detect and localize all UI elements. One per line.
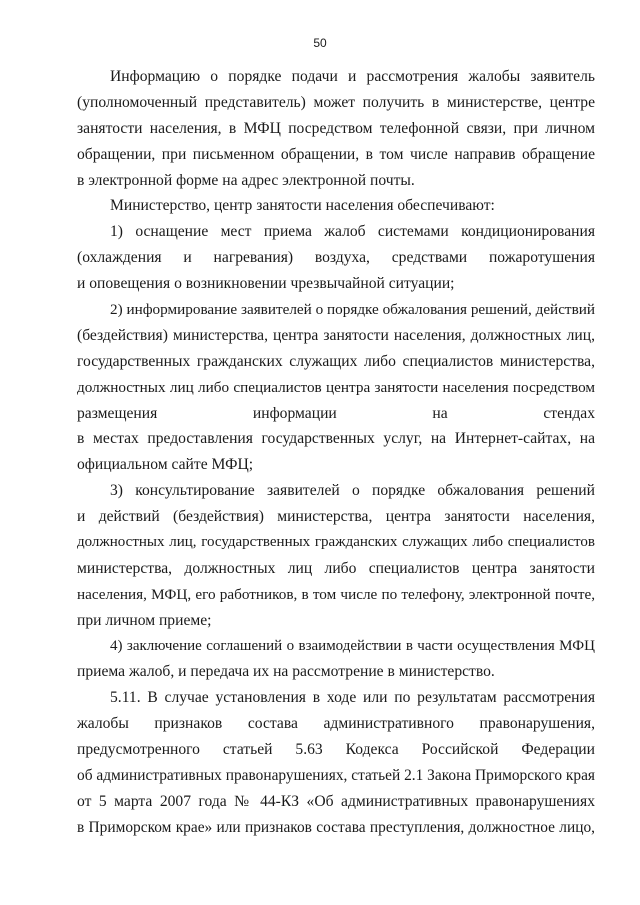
text-line: жалобы признаков состава административного правонарушения,: [77, 715, 595, 733]
text-line: 5.11. В случае установления в ходе или по результатам рассмотрения: [110, 689, 595, 707]
text-line: (бездействия) министерства, центра занятости населения, должностных лиц,: [77, 326, 595, 344]
text-line: 4) заключение соглашений о взаимодействии в части осуществления МФЦ: [110, 637, 595, 654]
page-number: 50: [313, 36, 327, 50]
text-line: размещения информации на стендах: [77, 404, 595, 422]
text-line: 1) оснащение мест приема жалоб системами кондиционирования: [110, 223, 595, 241]
text-line: Министерство, центр занятости населения обеспечивают:: [110, 197, 495, 215]
text-line: и оповещения о возникновении чрезвычайной ситуации;: [77, 275, 455, 293]
text-line: официальном сайте МФЦ;: [77, 456, 254, 474]
text-line: занятости населения, в МФЦ посредством телефонной связи, при личном: [77, 119, 595, 137]
text-line: (охлаждения и нагревания) воздуха, средствами пожаротушения: [77, 249, 595, 267]
text-line: должностных лиц, государственных гражданских служащих либо специалистов: [77, 534, 595, 551]
text-line: 2) информирование заявителей о порядке обжалования решений, действий: [110, 301, 595, 319]
text-line: (уполномоченный представитель) может получить в министерстве, центре: [77, 93, 595, 111]
text-line: от 5 марта 2007 года № 44-КЗ «Об административных правонарушениях: [77, 792, 595, 810]
text-line: при личном приеме;: [77, 611, 212, 629]
text-line: в местах предоставления государственных услуг, на Интернет-сайтах, на: [77, 430, 595, 448]
text-line: и действий (бездействия) министерства, центра занятости населения,: [77, 508, 595, 526]
text-line: 3) консультирование заявителей о порядке обжалования решений: [110, 482, 595, 500]
text-line: обращении, при письменном обращении, в том числе направив обращение: [77, 145, 595, 163]
text-line: населения, МФЦ, его работников, в том числе по телефону, электронной почте,: [77, 585, 595, 603]
text-line: министерства, должностных лиц либо специалистов центра занятости: [77, 559, 595, 577]
text-line: Информацию о порядке подачи и рассмотрения жалобы заявитель: [110, 68, 595, 85]
text-line: приема жалоб, и передача их на рассмотрение в министерство.: [77, 663, 495, 681]
text-line: в Приморском крае» или признаков состава преступления, должностное лицо,: [77, 818, 595, 836]
document-body: [77, 64, 595, 841]
text-line: об административных правонарушениях, статьей 2.1 Закона Приморского края: [77, 767, 595, 785]
text-line: государственных гражданских служащих либо специалистов министерства,: [77, 352, 595, 370]
text-line: предусмотренного статьей 5.63 Кодекса Российской Федерации: [77, 741, 595, 759]
text-line: в электронной форме на адрес электронной почты.: [77, 171, 415, 189]
text-line: должностных лиц либо специалистов центра занятости населения посредством: [77, 378, 595, 396]
